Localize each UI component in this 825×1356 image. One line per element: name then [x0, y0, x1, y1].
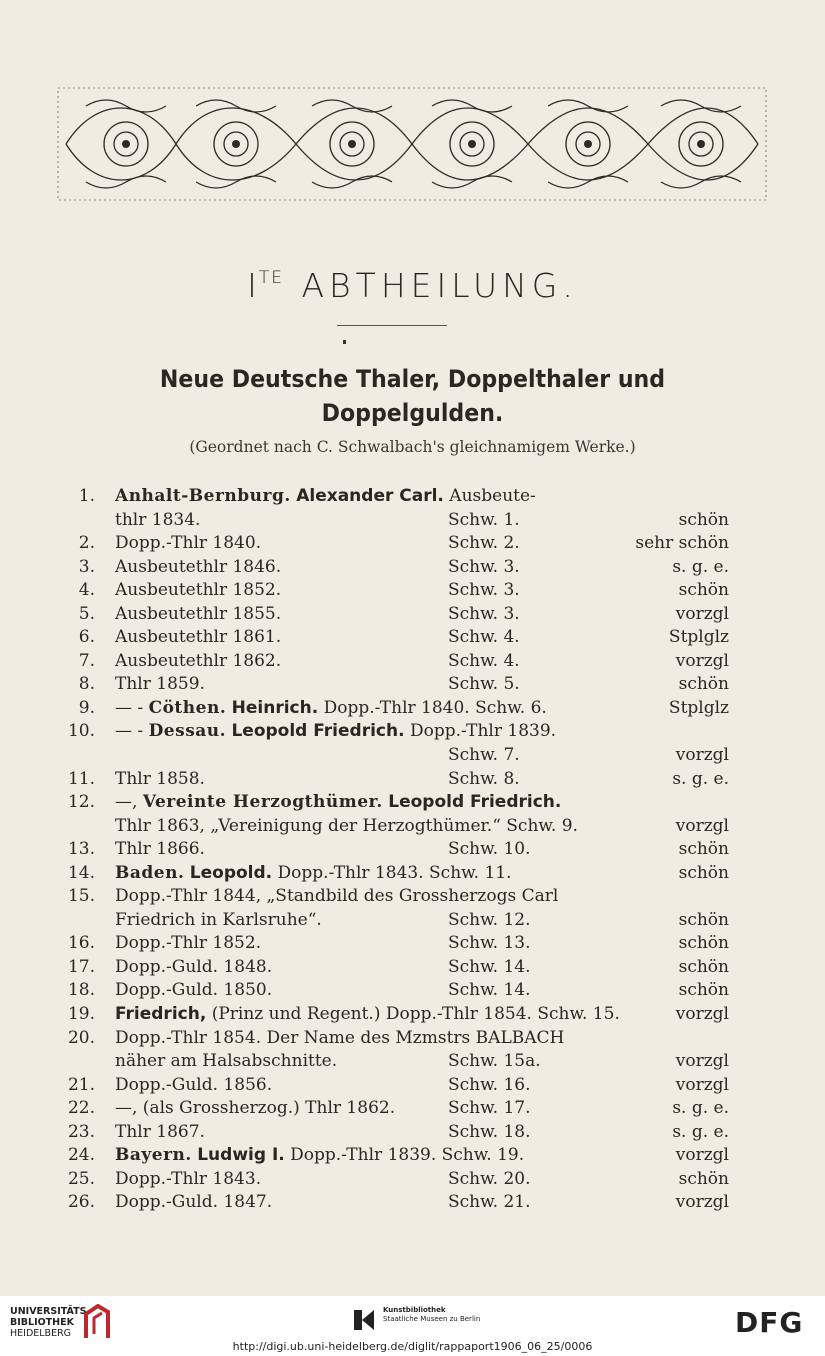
entry-schwalbach-ref: Schw. 14.: [448, 956, 531, 977]
entry-description: [115, 485, 536, 508]
entry-description: [115, 956, 272, 979]
entry-text: Dopp.-Thlr 1854. Der Name des Mzmstrs BALBACH: [115, 1027, 565, 1048]
entry-gs: Friedrich,: [115, 1004, 207, 1025]
entry-description: [115, 697, 547, 720]
list-item: [0, 626, 825, 650]
entry-text: Dopp.-Guld. 1850.: [115, 980, 273, 1001]
entry-number: 16.: [67, 933, 95, 954]
entry-number: 5.: [78, 603, 95, 624]
entry-description: [115, 1050, 337, 1073]
entry-schwalbach-ref: Schw. 3.: [448, 556, 520, 577]
entry-grade: vorzgl: [675, 815, 729, 836]
entry-number: 1.: [78, 486, 95, 506]
list-item: [0, 979, 825, 1003]
entry-number: 8.: [78, 674, 95, 695]
entry-number: 24.: [67, 1145, 95, 1166]
entry-grade: schön: [678, 933, 729, 954]
entry-description: [115, 509, 200, 532]
list-item: [0, 932, 825, 956]
entry-description: [115, 1027, 564, 1050]
list-item: [0, 673, 825, 697]
entry-grade: s. g. e.: [672, 1121, 729, 1142]
entry-fr: Baden.: [115, 862, 185, 883]
list-item: [0, 650, 825, 674]
entry-number: 4.: [78, 580, 95, 601]
entry-schwalbach-ref: Schw. 20.: [448, 1168, 531, 1189]
entry-gs: Leopold Friedrich.: [388, 792, 562, 813]
entry-text: Thlr 1867.: [115, 1121, 205, 1142]
uni-logo-line-3: HEIDELBERG: [10, 1328, 72, 1339]
entry-schwalbach-ref: Schw. 21.: [448, 1192, 531, 1213]
entry-schwalbach-ref: Schw. 4.: [448, 650, 520, 671]
entry-description: [115, 673, 205, 696]
entry-text: —, (als Grossherzog.) Thlr 1862.: [115, 1098, 396, 1119]
entry-text: Ausbeutethlr 1862.: [115, 650, 282, 671]
entry-text: thlr 1834.: [115, 509, 201, 530]
list-item: [0, 744, 825, 768]
entry-schwalbach-ref: Schw. 8.: [448, 768, 520, 789]
entry-schwalbach-ref: Schw. 3.: [448, 580, 520, 601]
list-item: [0, 1144, 825, 1168]
entry-text: Dopp.-Thlr 1852.: [115, 933, 262, 954]
entry-schwalbach-ref: Schw. 16.: [448, 1074, 531, 1095]
uni-logo-line-2: BIBLIOTHEK: [10, 1317, 74, 1328]
entry-number: 21.: [67, 1074, 95, 1095]
list-item: [0, 509, 825, 533]
entry-gs: Leopold.: [189, 862, 273, 883]
entry-description: [115, 838, 205, 861]
entry-pre: — -: [115, 697, 149, 718]
entry-text: Dopp.-Thlr 1843.: [115, 1168, 262, 1189]
entry-text: Dopp.-Thlr 1844, „Standbild des Grossherzogs Carl: [115, 886, 559, 907]
entry-text: Dopp.-Guld. 1856.: [115, 1074, 273, 1095]
entry-description: [115, 720, 556, 743]
entry-grade: schön: [678, 956, 729, 977]
decorative-header-ornament: [56, 86, 768, 202]
list-item: [0, 791, 825, 815]
entry-grade: vorzgl: [675, 1004, 729, 1025]
entry-description: [115, 979, 272, 1002]
entry-description: [115, 1074, 272, 1097]
entry-grade: schön: [678, 509, 729, 530]
entry-text: Dopp.-Guld. 1848.: [115, 956, 273, 977]
heading-line-1: Neue Deutsche Thaler, Doppelthaler und: [159, 365, 666, 393]
entry-fr: Bayern.: [115, 1145, 192, 1166]
entry-number: 13.: [67, 839, 95, 860]
entry-text: Thlr 1863, „Vereinigung der Herzogthümer.“ Schw. 9.: [115, 815, 578, 836]
entry-text: Thlr 1859.: [115, 674, 205, 695]
entry-description: [115, 1144, 524, 1167]
entry-fr: Cöthen.: [148, 697, 227, 718]
entry-text: Thlr 1866.: [115, 839, 205, 860]
entry-grade: sehr schön: [635, 533, 729, 554]
entry-number: 22.: [67, 1098, 95, 1119]
list-item: [0, 1027, 825, 1051]
entry-gs: Leopold Friedrich.: [231, 721, 405, 742]
heading-line-2: Doppelgulden.: [321, 399, 504, 427]
entry-gs: Alexander Carl.: [296, 486, 444, 506]
entry-text: Thlr 1858.: [115, 768, 205, 789]
entry-schwalbach-ref: Schw. 4.: [448, 627, 520, 648]
entry-number: 9.: [78, 697, 95, 718]
entry-text: Dopp.-Guld. 1847.: [115, 1192, 273, 1213]
entry-grade: s. g. e.: [672, 1098, 729, 1119]
kunstbibliothek-logo-text: [383, 1306, 480, 1324]
entry-schwalbach-ref: Schw. 13.: [448, 933, 531, 954]
entry-schwalbach-ref: Schw. 2.: [448, 533, 520, 554]
list-item: [0, 909, 825, 933]
entry-text: Ausbeutethlr 1846.: [115, 556, 282, 577]
entry-grade: vorzgl: [675, 650, 729, 671]
entry-description: [115, 579, 281, 602]
list-item: [0, 815, 825, 839]
entry-number: 3.: [78, 556, 95, 577]
list-item: [0, 1074, 825, 1098]
entry-schwalbach-ref: Schw. 14.: [448, 980, 531, 1001]
entry-number: 23.: [67, 1121, 95, 1142]
entry-number: 12.: [67, 792, 95, 813]
entry-schwalbach-ref: Schw. 17.: [448, 1098, 531, 1119]
footer-bar: [0, 1296, 825, 1356]
list-item: [0, 720, 825, 744]
entry-number: 17.: [67, 956, 95, 977]
entry-grade: vorzgl: [675, 1051, 729, 1072]
entry-pre: —,: [115, 792, 143, 813]
entry-fr: Anhalt-Bernburg.: [115, 486, 291, 506]
entry-number: 18.: [67, 980, 95, 1001]
main-heading: [33, 362, 792, 430]
list-item: [0, 485, 825, 509]
entry-text: Dopp.-Thlr 1843. Schw. 11.: [277, 862, 512, 883]
list-item: [0, 768, 825, 792]
university-crest-icon: [82, 1304, 112, 1340]
entry-grade: vorzgl: [675, 603, 729, 624]
dfg-logo: DFG: [735, 1306, 804, 1339]
entry-grade: schön: [678, 839, 729, 860]
list-item: [0, 579, 825, 603]
entry-text: Dopp.-Thlr 1840.: [115, 533, 262, 554]
list-item: [0, 603, 825, 627]
entry-text: Ausbeutethlr 1855.: [115, 603, 282, 624]
list-item: [0, 1168, 825, 1192]
list-item: [0, 697, 825, 721]
entry-schwalbach-ref: Schw. 7.: [448, 745, 520, 766]
entry-number: 7.: [78, 650, 95, 671]
section-roman: I: [247, 266, 259, 305]
entry-number: 10.: [67, 721, 95, 742]
entry-text: Ausbeutethlr 1852.: [115, 580, 282, 601]
entry-schwalbach-ref: Schw. 12.: [448, 909, 531, 930]
entry-grade: schön: [678, 580, 729, 601]
kb-line-2: Staatliche Museen zu Berlin: [383, 1315, 481, 1323]
entry-description: [115, 1191, 272, 1214]
entry-fr: Vereinte Herzogthümer.: [142, 792, 383, 813]
list-item: [0, 1191, 825, 1215]
entry-description: [115, 815, 578, 838]
entry-description: [115, 1168, 261, 1191]
entry-text: Ausbeutethlr 1861.: [115, 627, 282, 648]
list-item: [0, 1097, 825, 1121]
entry-description: [115, 650, 281, 673]
entry-number: 26.: [67, 1192, 95, 1213]
entry-grade: schön: [678, 909, 729, 930]
divider-rule: [337, 325, 447, 326]
entry-description: [115, 909, 322, 932]
entry-fr: Dessau.: [148, 721, 227, 742]
entry-number: 14.: [67, 862, 95, 883]
uni-logo-line-1: UNIVERSITÄTS-: [10, 1306, 91, 1317]
coin-list: [0, 485, 825, 1215]
list-item: [0, 1050, 825, 1074]
list-item: [0, 556, 825, 580]
entry-grade: schön: [678, 1168, 729, 1189]
entry-description: [115, 932, 261, 955]
entry-grade: schön: [678, 674, 729, 695]
list-item: [0, 838, 825, 862]
entry-grade: vorzgl: [675, 1192, 729, 1213]
list-item: [0, 532, 825, 556]
entry-schwalbach-ref: Schw. 18.: [448, 1121, 531, 1142]
entry-number: 15.: [67, 886, 95, 907]
ink-mark: [343, 340, 346, 344]
entry-grade: vorzgl: [675, 745, 729, 766]
entry-description: [115, 603, 281, 626]
kb-line-1: Kunstbibliothek: [383, 1306, 446, 1314]
entry-grade: s. g. e.: [672, 556, 729, 577]
entry-number: 25.: [67, 1168, 95, 1189]
entry-gs: Heinrich.: [231, 697, 319, 718]
entry-grade: s. g. e.: [672, 768, 729, 789]
entry-number: 2.: [78, 533, 95, 554]
entry-schwalbach-ref: Schw. 15a.: [448, 1051, 541, 1072]
entry-text: näher am Halsabschnitte.: [115, 1051, 338, 1072]
kunstbibliothek-logo-icon: [352, 1308, 376, 1332]
entry-description: [115, 791, 561, 814]
entry-grade: Stplglz: [668, 627, 729, 648]
list-item: [0, 956, 825, 980]
entry-grade: Stplglz: [668, 697, 729, 718]
entry-text: Ausbeute-: [449, 486, 536, 506]
entry-grade: vorzgl: [675, 1074, 729, 1095]
entry-number: 19.: [67, 1004, 95, 1025]
list-item: [0, 885, 825, 909]
list-item: [0, 1121, 825, 1145]
section-word: ABTHEILUNG.: [301, 266, 578, 305]
entry-number: 20.: [67, 1027, 95, 1048]
entry-text: Dopp.-Thlr 1839. Schw. 19.: [290, 1145, 525, 1166]
entry-pre: — -: [115, 721, 149, 742]
university-library-logo: [10, 1306, 90, 1339]
entry-text: Dopp.-Thlr 1840. Schw. 6.: [323, 697, 547, 718]
entry-description: [115, 532, 261, 555]
entry-schwalbach-ref: Schw. 10.: [448, 839, 531, 860]
entry-text: Dopp.-Thlr 1839.: [409, 721, 557, 742]
section-superscript: TE: [258, 268, 284, 288]
entry-description: [115, 1097, 395, 1120]
entry-description: [115, 1121, 205, 1144]
entry-text: (Prinz und Regent.) Dopp.-Thlr 1854. Schw. 15.: [211, 1004, 620, 1025]
entry-schwalbach-ref: Schw. 1.: [448, 509, 520, 530]
entry-schwalbach-ref: Schw. 5.: [448, 674, 520, 695]
entry-description: [115, 556, 281, 579]
entry-grade: vorzgl: [675, 1145, 729, 1166]
entry-grade: schön: [678, 980, 729, 1001]
list-item: [0, 862, 825, 886]
entry-number: 6.: [78, 627, 95, 648]
entry-text: Friedrich in Karlsruhe“.: [115, 909, 322, 930]
entry-schwalbach-ref: Schw. 3.: [448, 603, 520, 624]
section-title: [0, 266, 825, 305]
entry-gs: Ludwig I.: [197, 1145, 285, 1166]
entry-description: [115, 885, 558, 908]
entry-number: 11.: [67, 768, 95, 789]
entry-description: [115, 768, 205, 791]
list-item: [0, 1003, 825, 1027]
entry-description: [115, 1003, 620, 1026]
entry-description: [115, 862, 512, 885]
subheading: (Geordnet nach C. Schwalbach's gleichnamigem Werke.): [189, 438, 636, 456]
entry-grade: schön: [678, 862, 729, 883]
entry-description: [115, 626, 281, 649]
source-url[interactable]: http://digi.ub.uni-heidelberg.de/diglit/rappaport1906_06_25/0006: [232, 1340, 593, 1353]
